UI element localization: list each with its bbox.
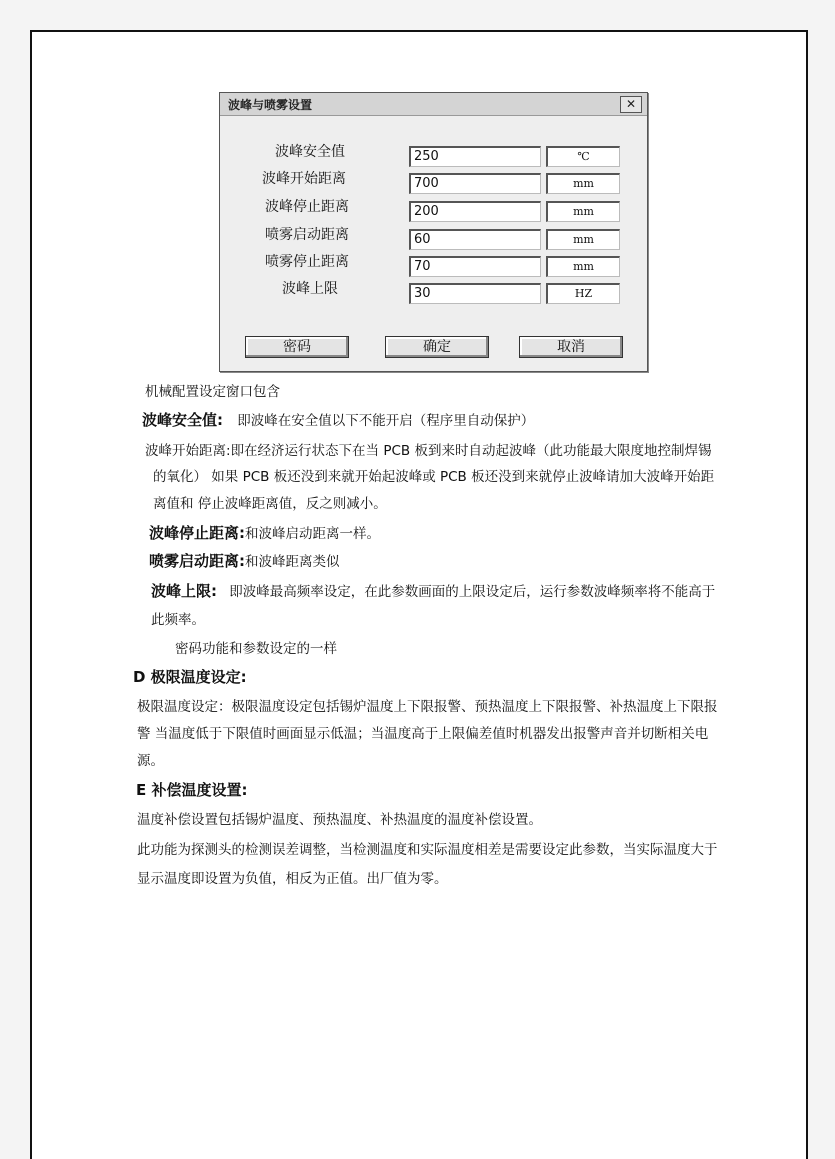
intro-text: 机械配置设定窗口包含 xyxy=(145,384,280,400)
section-d-body-line2: 警 当温度低于下限值时画面显示低温；当温度高于上限偏差值时机器发出报警声音并切断相关电 xyxy=(137,726,709,742)
start-distance-desc-line3: 离值和 停止波峰距离值，反之则减小。 xyxy=(153,496,387,512)
section-d-title: D 极限温度设定: xyxy=(133,668,247,686)
password-note: 密码功能和参数设定的一样 xyxy=(175,641,337,657)
field-label-wave-upper-limit: 波峰上限 xyxy=(282,281,338,297)
field-label-wave-safety: 波峰安全值 xyxy=(275,144,345,160)
start-distance-desc-line2: 的氧化） 如果 PCB 板还没到来就开始起波峰或 PCB 板还没到来就停止波峰请加大波峰开始距 xyxy=(153,469,715,485)
field-label-wave-stop: 波峰停止距离 xyxy=(265,199,349,215)
wave-start-distance-input[interactable]: 700 xyxy=(409,173,541,194)
upper-limit-desc-line1: 即波峰最高频率设定，在此参数画面的上限设定后，运行参数波峰频率将不能高于 xyxy=(229,584,716,600)
spray-start-distance-input[interactable]: 60 xyxy=(409,229,541,250)
safety-value-paragraph xyxy=(142,410,534,431)
upper-limit-desc-line2: 此频率。 xyxy=(151,612,205,628)
wave-upper-limit-input[interactable]: 30 xyxy=(409,283,541,304)
wave-start-distance-unit: mm xyxy=(546,173,620,194)
field-label-spray-stop: 喷雾停止距离 xyxy=(265,254,349,270)
section-e-body-line3: 显示温度即设置为负值，相反为正值。出厂值为零。 xyxy=(137,871,448,887)
spray-start-paragraph xyxy=(149,551,340,572)
password-button[interactable]: 密码 xyxy=(245,336,349,358)
spray-start-desc: 和波峰距离类似 xyxy=(245,554,340,570)
wave-spray-settings-dialog xyxy=(219,92,648,372)
start-distance-term: 波峰开始距离: xyxy=(145,443,231,459)
field-label-spray-start: 喷雾启动距离 xyxy=(265,227,349,243)
spray-stop-distance-input[interactable]: 70 xyxy=(409,256,541,277)
stop-distance-desc: 和波峰启动距离一样。 xyxy=(245,526,380,542)
wave-stop-distance-unit: mm xyxy=(546,201,620,222)
section-d-body-line3: 源。 xyxy=(137,753,164,769)
wave-safety-unit: ℃ xyxy=(546,146,620,167)
start-distance-paragraph xyxy=(145,441,711,461)
dialog-titlebar xyxy=(220,93,647,116)
spray-stop-distance-unit: mm xyxy=(546,256,620,277)
ok-button[interactable]: 确定 xyxy=(385,336,489,358)
start-distance-desc-line1: 即在经济运行状态下在当 PCB 板到来时自动起波峰（此功能最大限度地控制焊锡 xyxy=(230,443,712,459)
safety-value-desc: 即波峰在安全值以下不能开启（程序里自动保护） xyxy=(237,413,535,429)
stop-distance-term: 波峰停止距离: xyxy=(149,524,245,542)
dialog-title: 波峰与喷雾设置 xyxy=(228,98,313,112)
upper-limit-term: 波峰上限: xyxy=(151,582,217,600)
cancel-button[interactable]: 取消 xyxy=(519,336,623,358)
wave-upper-limit-unit: HZ xyxy=(546,283,620,304)
spray-start-term: 喷雾启动距离: xyxy=(149,552,245,570)
section-e-body-line1: 温度补偿设置包括锡炉温度、预热温度、补热温度的温度补偿设置。 xyxy=(137,812,542,828)
document-page xyxy=(30,30,808,1159)
wave-stop-distance-input[interactable]: 200 xyxy=(409,201,541,222)
close-icon[interactable]: ✕ xyxy=(620,96,642,113)
safety-value-term: 波峰安全值: xyxy=(142,411,223,429)
upper-limit-paragraph xyxy=(151,581,715,602)
stop-distance-paragraph xyxy=(149,523,380,544)
section-e-title: E 补偿温度设置: xyxy=(136,781,248,799)
spray-start-distance-unit: mm xyxy=(546,229,620,250)
field-label-wave-start: 波峰开始距离 xyxy=(262,171,346,187)
section-d-body-line1: 极限温度设定：极限温度设定包括锡炉温度上下限报警、预热温度上下限报警、补热温度上下限报 xyxy=(137,699,718,715)
section-e-body-line2: 此功能为探测头的检测误差调整，当检测温度和实际温度相差是需要设定此参数，当实际温度大于 xyxy=(137,842,718,858)
wave-safety-input[interactable]: 250 xyxy=(409,146,541,167)
